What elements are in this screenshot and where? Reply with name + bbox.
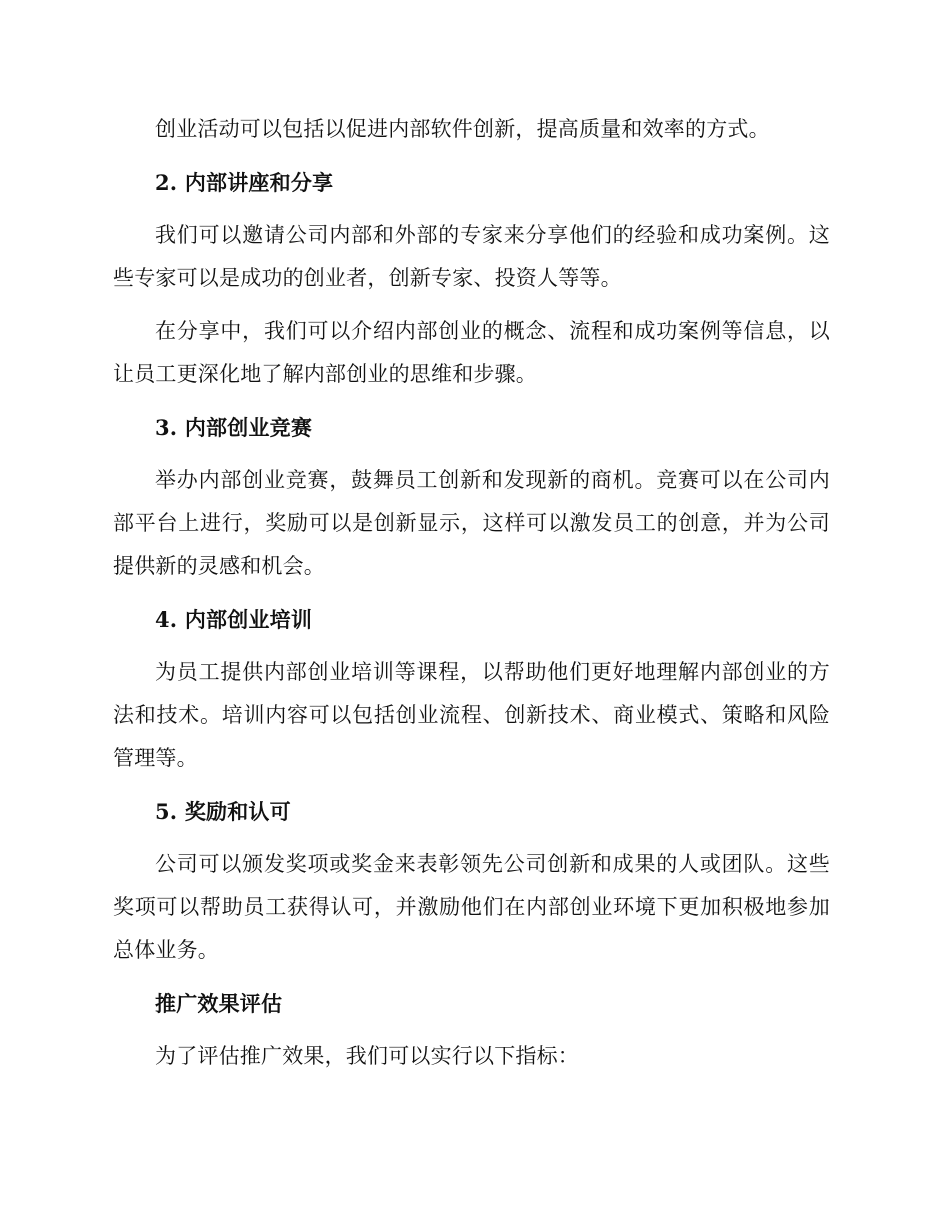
- spacer: [113, 449, 830, 459]
- paragraph-competition: 举办内部创业竞赛，鼓舞员工创新和发现新的商机。竞赛可以在公司内部平台上进行，奖励可以是创新显示，这样可以激发员工的创意，并为公司提供新的灵感和机会。: [113, 468, 830, 578]
- spacer: [113, 151, 830, 161]
- heading-competition: 3. 内部创业竞赛: [155, 415, 313, 440]
- paragraph-intro: 创业活动可以包括以促进内部软件创新，提高质量和效率的方式。: [155, 117, 770, 141]
- spacer: [113, 833, 830, 843]
- heading-rewards: 5. 奖励和认可: [155, 799, 291, 824]
- heading-lectures: 2. 内部讲座和分享: [155, 170, 334, 195]
- spacer: [113, 204, 830, 214]
- spacer: [113, 396, 830, 406]
- heading-training: 4. 内部创业培训: [155, 607, 313, 632]
- paragraph-training: 为员工提供内部创业培训等课程，以帮助他们更好地理解内部创业的方法和技术。培训内容可以包括创业流程、创新技术、商业模式、策略和风险管理等。: [113, 660, 830, 770]
- paragraph-lectures-2: 在分享中，我们可以介绍内部创业的概念、流程和成功案例等信息，以让员工更深化地了解内部创业的思维和步骤。: [113, 319, 830, 386]
- paragraph-evaluation: 为了评估推广效果，我们可以实行以下指标：: [155, 1044, 579, 1068]
- spacer: [113, 780, 830, 790]
- spacer: [113, 588, 830, 598]
- spacer: [113, 300, 830, 310]
- paragraph-lectures-1: 我们可以邀请公司内部和外部的专家来分享他们的经验和成功案例。这些专家可以是成功的创业者，创新专家、投资人等等。: [113, 223, 830, 290]
- heading-evaluation: 推广效果评估: [155, 991, 283, 1016]
- paragraph-rewards: 公司可以颁发奖项或奖金来表彰领先公司创新和成果的人或团队。这些奖项可以帮助员工获得认可，并激励他们在内部创业环境下更加积极地参加总体业务。: [113, 852, 830, 962]
- spacer: [113, 641, 830, 651]
- spacer: [113, 972, 830, 982]
- spacer: [113, 1025, 830, 1035]
